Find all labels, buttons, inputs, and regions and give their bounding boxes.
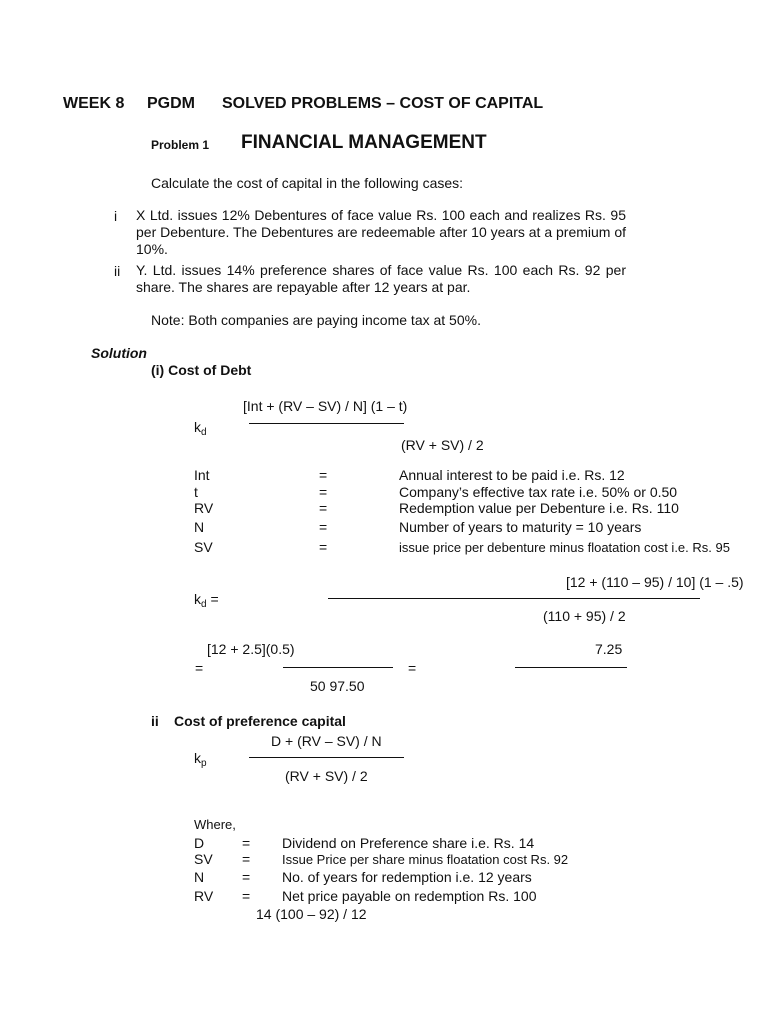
case-number: ii xyxy=(114,263,121,279)
step-denominators: 50 97.50 xyxy=(310,678,365,694)
kd-formula-denominator: (RV + SV) / 2 xyxy=(401,437,484,453)
header-week: WEEK 8 xyxy=(63,95,125,112)
def-equals: = xyxy=(319,519,328,535)
def-description: No. of years for redemption i.e. 12 years xyxy=(282,869,532,885)
pref-number: ii xyxy=(151,713,159,729)
def-symbol: N xyxy=(194,869,205,885)
def-description: Issue Price per share minus floatation cost Rs. 92 xyxy=(282,852,569,867)
def-symbol: N xyxy=(194,519,205,535)
step-equals: = xyxy=(195,660,204,676)
def-symbol: RV xyxy=(194,888,214,904)
def-equals: = xyxy=(319,500,328,516)
kp-symbol: $k_p$ xyxy=(194,750,207,769)
def-description: Dividend on Preference share i.e. Rs. 14 xyxy=(282,835,535,851)
header-program: PGDM xyxy=(147,95,195,112)
def-symbol: t xyxy=(194,484,198,500)
case-text: X Ltd. issues 12% Debentures of face value Rs. 100 each and realizes Rs. 95 per Debenture. The Debentures are redeemable after 10 years at a premium of 10%. xyxy=(136,207,627,257)
kp-formula-denominator: (RV + SV) / 2 xyxy=(285,768,368,784)
def-description: Redemption value per Debenture i.e. Rs. 110 xyxy=(399,500,679,516)
def-description: Annual interest to be paid i.e. Rs. 12 xyxy=(399,467,625,483)
def-description: Net price payable on redemption Rs. 100 xyxy=(282,888,537,904)
problem-intro: Calculate the cost of capital in the following cases: xyxy=(151,175,464,191)
def-equals: = xyxy=(242,835,251,851)
def-symbol: RV xyxy=(194,500,214,516)
kp-formula-numerator: D + (RV – SV) / N xyxy=(271,733,382,749)
case-number: i xyxy=(114,208,118,224)
kd-calc-label: $k_d$ = xyxy=(194,591,219,610)
tax-note: Note: Both companies are paying income tax at 50%. xyxy=(151,312,481,328)
step-equals: = xyxy=(408,660,417,676)
def-symbol: SV xyxy=(194,851,213,867)
subject-title: FINANCIAL MANAGEMENT xyxy=(241,132,487,153)
def-equals: = xyxy=(319,539,328,555)
fraction-bar xyxy=(328,598,700,599)
def-description: Number of years to maturity = 10 years xyxy=(399,519,642,535)
where-label: Where, xyxy=(194,817,236,832)
kd-formula-numerator: [Int + (RV – SV) / N] (1 – t) xyxy=(243,398,408,414)
kd-calc-numerator: [12 + (110 – 95) / 10] (1 – .5) xyxy=(566,574,744,590)
step-result-numerator: 7.25 xyxy=(595,641,623,657)
kd-symbol: $k_d$ xyxy=(194,419,207,438)
solution-heading: Solution xyxy=(91,345,147,361)
step-numerator: [12 + 2.5](0.5) xyxy=(207,641,295,657)
kd-calc-denominator: (110 + 95) / 2 xyxy=(543,608,626,624)
def-equals: = xyxy=(242,888,251,904)
cost-of-debt-heading: (i) Cost of Debt xyxy=(151,362,252,378)
def-equals: = xyxy=(319,467,328,483)
def-equals: = xyxy=(319,484,328,500)
problem-label: Problem 1 xyxy=(151,138,210,152)
def-symbol: Int xyxy=(194,467,210,483)
fraction-bar xyxy=(515,667,627,668)
fraction-bar xyxy=(249,757,404,758)
def-equals: = xyxy=(242,851,251,867)
def-symbol: D xyxy=(194,835,205,851)
kp-calc-partial: 14 (100 – 92) / 12 xyxy=(256,906,367,922)
def-description: Company’s effective tax rate i.e. 50% or 0.50 xyxy=(399,484,678,500)
fraction-bar xyxy=(249,423,404,424)
page-title: SOLVED PROBLEMS – COST OF CAPITAL xyxy=(222,95,544,112)
cost-of-preference-heading: Cost of preference capital xyxy=(174,713,346,729)
fraction-bar xyxy=(283,667,393,668)
def-description: issue price per debenture minus floatation cost i.e. Rs. 95 xyxy=(399,540,730,555)
case-text: Y. Ltd. issues 14% preference shares of face value Rs. 100 each Rs. 92 per share. The shares are repayable after 12 years at par. xyxy=(136,262,626,295)
def-symbol: SV xyxy=(194,539,213,555)
def-equals: = xyxy=(242,869,251,885)
